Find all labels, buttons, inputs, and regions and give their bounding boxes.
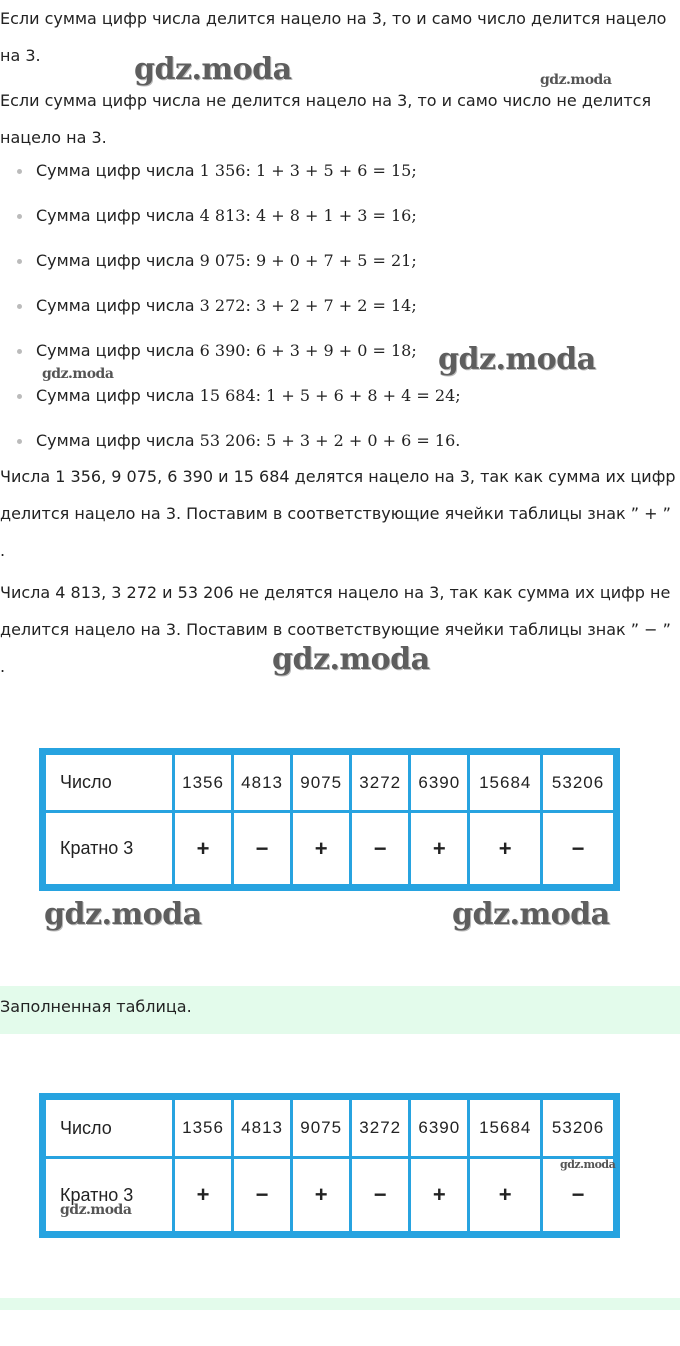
- table-cell-number: 9075: [292, 1099, 351, 1158]
- watermark: gdz.moda: [60, 1202, 132, 1218]
- watermark: gdz.moda: [272, 642, 430, 677]
- table-cell-sign: −: [233, 812, 292, 886]
- table-cell-number: 3272: [351, 1099, 410, 1158]
- table-cell-sign: +: [410, 812, 469, 886]
- list-item-expression: 3 272: 3 + 2 + 7 + 2 = 14;: [199, 296, 417, 315]
- table-cell-sign: +: [292, 1158, 351, 1233]
- table-cell-sign: −: [233, 1158, 292, 1233]
- watermark: gdz.moda: [452, 897, 610, 932]
- watermark: gdz.moda: [438, 342, 596, 377]
- table-cell-number: 3272: [351, 754, 410, 812]
- table-cell-sign: +: [292, 812, 351, 886]
- list-item-label: Сумма цифр числа: [36, 386, 200, 405]
- divisibility-table: [39, 748, 620, 891]
- table-cell-number: 15684: [469, 1099, 542, 1158]
- table-cell-number: 15684: [469, 754, 542, 812]
- list-item: [0, 283, 461, 328]
- list-item-expression: 15 684: 1 + 5 + 6 + 8 + 4 = 24;: [199, 386, 461, 405]
- watermark: gdz.moda: [560, 1158, 616, 1171]
- digit-sum-list: [0, 148, 461, 463]
- table-cell-number: 1356: [174, 754, 233, 812]
- table-header-multiple: Кратно 3: [45, 812, 174, 886]
- table-cell-sign: +: [410, 1158, 469, 1233]
- list-item: [0, 193, 461, 238]
- table-header-number: Число: [45, 1099, 174, 1158]
- list-item: [0, 148, 461, 193]
- list-item-expression: 1 356: 1 + 3 + 5 + 6 = 15;: [199, 161, 417, 180]
- table-cell-sign: +: [174, 1158, 233, 1233]
- list-item-label: Сумма цифр числа: [36, 251, 200, 270]
- watermark: gdz.moda: [540, 72, 612, 88]
- table-cell-number: 6390: [410, 754, 469, 812]
- watermark: gdz.moda: [42, 366, 114, 382]
- watermark: gdz.moda: [44, 897, 202, 932]
- list-item-expression: 9 075: 9 + 0 + 7 + 5 = 21;: [199, 251, 417, 270]
- table-cell-sign: −: [542, 1158, 615, 1233]
- list-item: [0, 238, 461, 283]
- list-item-label: Сумма цифр числа: [36, 161, 200, 180]
- table-cell-sign: +: [174, 812, 233, 886]
- filled-table-label: Заполненная таблица.: [0, 997, 192, 1016]
- watermark: gdz.moda: [134, 52, 292, 87]
- table-cell-sign: −: [351, 1158, 410, 1233]
- conclusion-not-divisible-period: .: [0, 657, 6, 676]
- list-item-expression: 53 206: 5 + 3 + 2 + 0 + 6 = 16.: [199, 431, 461, 450]
- list-item-label: Сумма цифр числа: [36, 431, 200, 450]
- list-item-label: Сумма цифр числа: [36, 341, 200, 360]
- list-item-label: Сумма цифр числа: [36, 296, 200, 315]
- table-cell-number: 4813: [233, 754, 292, 812]
- table-cell-number: 9075: [292, 754, 351, 812]
- table-cell-sign: −: [542, 812, 615, 886]
- conclusion-divisible-text: Числа 1 356, 9 075, 6 390 и 15 684 делятся нацело на 3, так как сумма их цифр делится нацело на 3. Поставим в соответствующие ячейки таблицы знак ” + ”: [0, 467, 676, 523]
- list-item: [0, 418, 461, 463]
- list-item-expression: 6 390: 6 + 3 + 9 + 0 = 18;: [199, 341, 417, 360]
- table-cell-number: 4813: [233, 1099, 292, 1158]
- list-item-expression: 4 813: 4 + 8 + 1 + 3 = 16;: [199, 206, 417, 225]
- table-cell-number: 53206: [542, 754, 615, 812]
- table-cell-sign: −: [351, 812, 410, 886]
- bottom-band: [0, 1298, 680, 1310]
- table-cell-sign: +: [469, 1158, 542, 1233]
- list-item-label: Сумма цифр числа: [36, 206, 200, 225]
- conclusion-not-divisible-text: Числа 4 813, 3 272 и 53 206 не делятся нацело на 3, так как сумма их цифр не делится нацело на 3. Поставим в соответствующие ячейки таблицы знак ” − ”: [0, 583, 671, 639]
- table-header-number: Число: [45, 754, 174, 812]
- table-header-multiple: Кратно 3: [45, 1158, 174, 1233]
- intro-rule-not-divisible-text: Если сумма цифр числа не делится нацело на 3, то и само число не делится нацело на 3.: [0, 91, 652, 147]
- conclusion-divisible: [0, 458, 680, 569]
- table-cell-number: 1356: [174, 1099, 233, 1158]
- intro-rule-divisible-text: Если сумма цифр числа делится нацело на 3, то и само число делится нацело на 3.: [0, 9, 667, 65]
- table-cell-number: 6390: [410, 1099, 469, 1158]
- table-cell-sign: +: [469, 812, 542, 886]
- table-cell-number: 53206: [542, 1099, 615, 1158]
- intro-rule-divisible: [0, 0, 680, 74]
- conclusion-divisible-period: .: [0, 541, 6, 560]
- intro-rule-not-divisible: [0, 82, 680, 156]
